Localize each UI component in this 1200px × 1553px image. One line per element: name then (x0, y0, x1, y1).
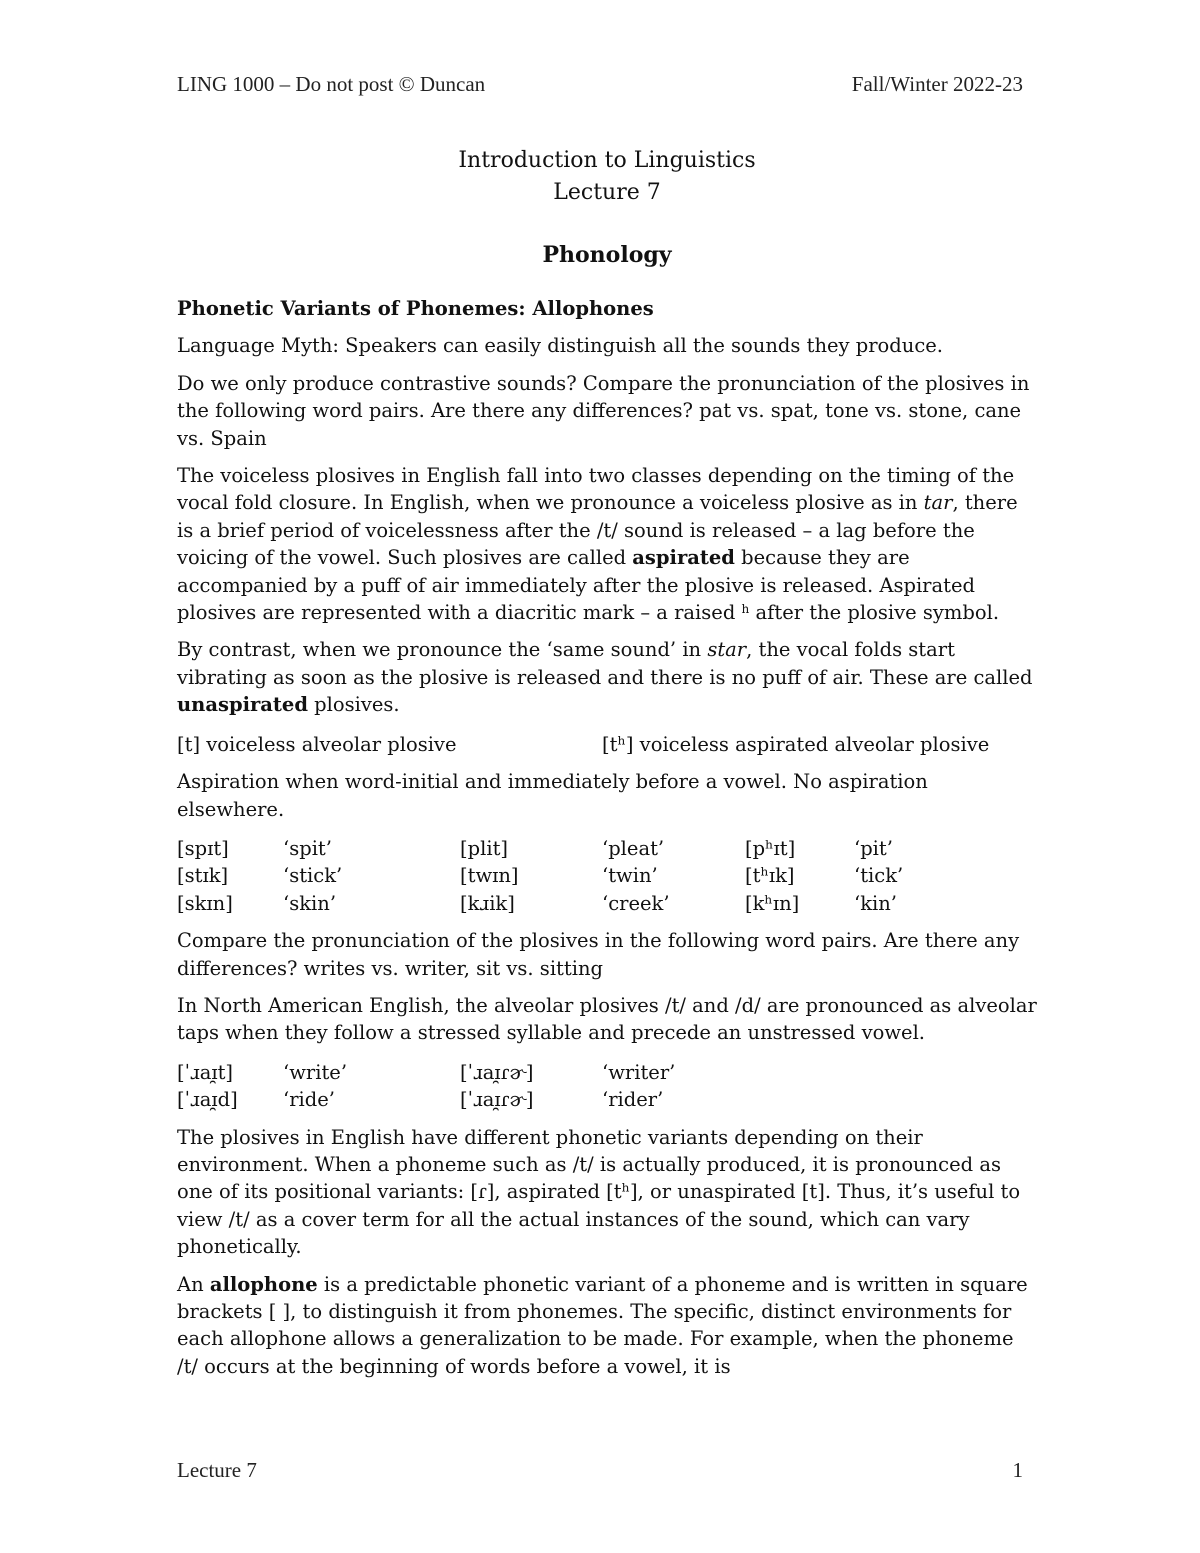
table-cell: [tʰɪk] (745, 864, 795, 888)
table-cell: ‘kin’ (854, 891, 898, 915)
lecture-number: Lecture 7 (553, 180, 661, 205)
table-cell: [stɪk] (177, 864, 229, 888)
page-header (177, 72, 1023, 97)
table-cell: [kʰɪn] (745, 891, 800, 915)
table-cell: ‘write’ (283, 1060, 348, 1084)
paragraph-unaspirated: By contrast, when we pronounce the ‘same sound’ in star, the vocal folds start vibrating as soon as the plosive is released and there is no puff of air. These are called unaspirated plosives. (177, 638, 1033, 717)
table-cell: ‘pit’ (854, 836, 893, 860)
paragraph-contrastive: Do we only produce contrastive sounds? Compare the pronunciation of the plosives in the following word pairs. Are there any differences? pat vs. spat, tone vs. stone, cane vs. Spain (177, 371, 1030, 450)
header-course: LING 1000 – Do not post © Duncan (177, 72, 486, 96)
language-myth: Language Myth: Speakers can easily distinguish all the sounds they produce. (177, 334, 944, 358)
page-number: 1 (1012, 1458, 1023, 1482)
table-cell: [ˈɹaɪ̯d] (177, 1088, 238, 1112)
paragraph-aspiration: The voiceless plosives in English fall into two classes depending on the timing of the vocal fold closure. In English, when we pronounce a voiceless plosive as in tar, there is a brief period of voicelessness after the /t/ sound is released – a lag before the voicing of the vowel. Such plosives are called aspirated because they are accompanied by a puff of air immediately after the plosive is released. Aspirated plosives are represented with a diacritic mark – a raised $^h$ after the plosive symbol. (177, 464, 1018, 625)
table-cell: [skɪn] (177, 891, 233, 915)
table-cell: [ˈɹaɪ̯ɾɚ] (460, 1088, 534, 1112)
header-term: Fall/Winter 2022-23 (851, 72, 1023, 96)
table-cell: [ˈɹaɪ̯t] (177, 1060, 234, 1084)
table-cell: ‘writer’ (602, 1060, 676, 1084)
table-cell: [ˈɹaɪ̯ɾɚ] (460, 1060, 534, 1084)
paragraph-taps: In North American English, the alveolar plosives /t/ and /d/ are pronounced as alveolar taps when they follow a stressed syllable and precede an unstressed vowel. (177, 993, 1037, 1045)
paragraph-compare-writer: Compare the pronunciation of the plosives in the following word pairs. Are there any differences? writes vs. writer, sit vs. sitting (177, 929, 1020, 980)
table-cell: [pʰɪt] (745, 836, 796, 860)
paragraph-allophone: An allophone is a predictable phonetic variant of a phoneme and is written in square brackets [ ], to distinguish it from phonemes. The specific, distinct environments for each allophone allows a generalization to be made. For example, when the phoneme /t/ occurs at the beginning of words before a vowel, it is (177, 1272, 1028, 1378)
section-heading: Phonetic Variants of Phonemes: Allophones (177, 297, 654, 320)
table-cell: ‘creek’ (602, 891, 670, 915)
topic-heading: Phonology (542, 242, 672, 268)
table-cell: [spɪt] (177, 836, 229, 860)
page-body (177, 145, 1037, 1380)
table-cell: ‘spit’ (283, 836, 332, 860)
table-cell: ‘stick’ (283, 864, 343, 888)
table-cell: ‘twin’ (602, 864, 658, 888)
paragraph-aspiration-rule: Aspiration when word-initial and immediately before a vowel. No aspiration elsewhere. (177, 770, 928, 821)
table-cell: ‘pleat’ (602, 836, 665, 860)
doc-title: Introduction to Linguistics (458, 148, 756, 173)
aspiration-examples-table (177, 835, 1037, 917)
table-cell: ‘skin’ (283, 891, 337, 915)
table-cell: ‘ride’ (283, 1088, 335, 1112)
table-cell: [kɹik] (460, 891, 515, 915)
table-cell: [twɪn] (460, 864, 519, 888)
plosive-comparison (177, 731, 1037, 758)
table-cell: ‘rider’ (602, 1088, 664, 1112)
plosive-aspirated-def: [tʰ] voiceless aspirated alveolar plosive (602, 732, 990, 756)
table-cell: [plit] (460, 836, 509, 860)
tap-examples-table (177, 1059, 1037, 1114)
footer-lecture: Lecture 7 (177, 1458, 257, 1482)
paragraph-variants: The plosives in English have different phonetic variants depending on their environment. When a phoneme such as /t/ is actually produced, it is pronounced as one of its positional variants: [ɾ], aspirated [tʰ], or unaspirated [t]. Thus, it’s useful to view /t/ as a cover term for all the actual instances of the sound, which can vary phonetically. (177, 1125, 1021, 1259)
plosive-unaspirated-def: [t] voiceless alveolar plosive (177, 732, 457, 756)
page-footer (177, 1458, 1023, 1483)
table-cell: ‘tick’ (854, 864, 904, 888)
